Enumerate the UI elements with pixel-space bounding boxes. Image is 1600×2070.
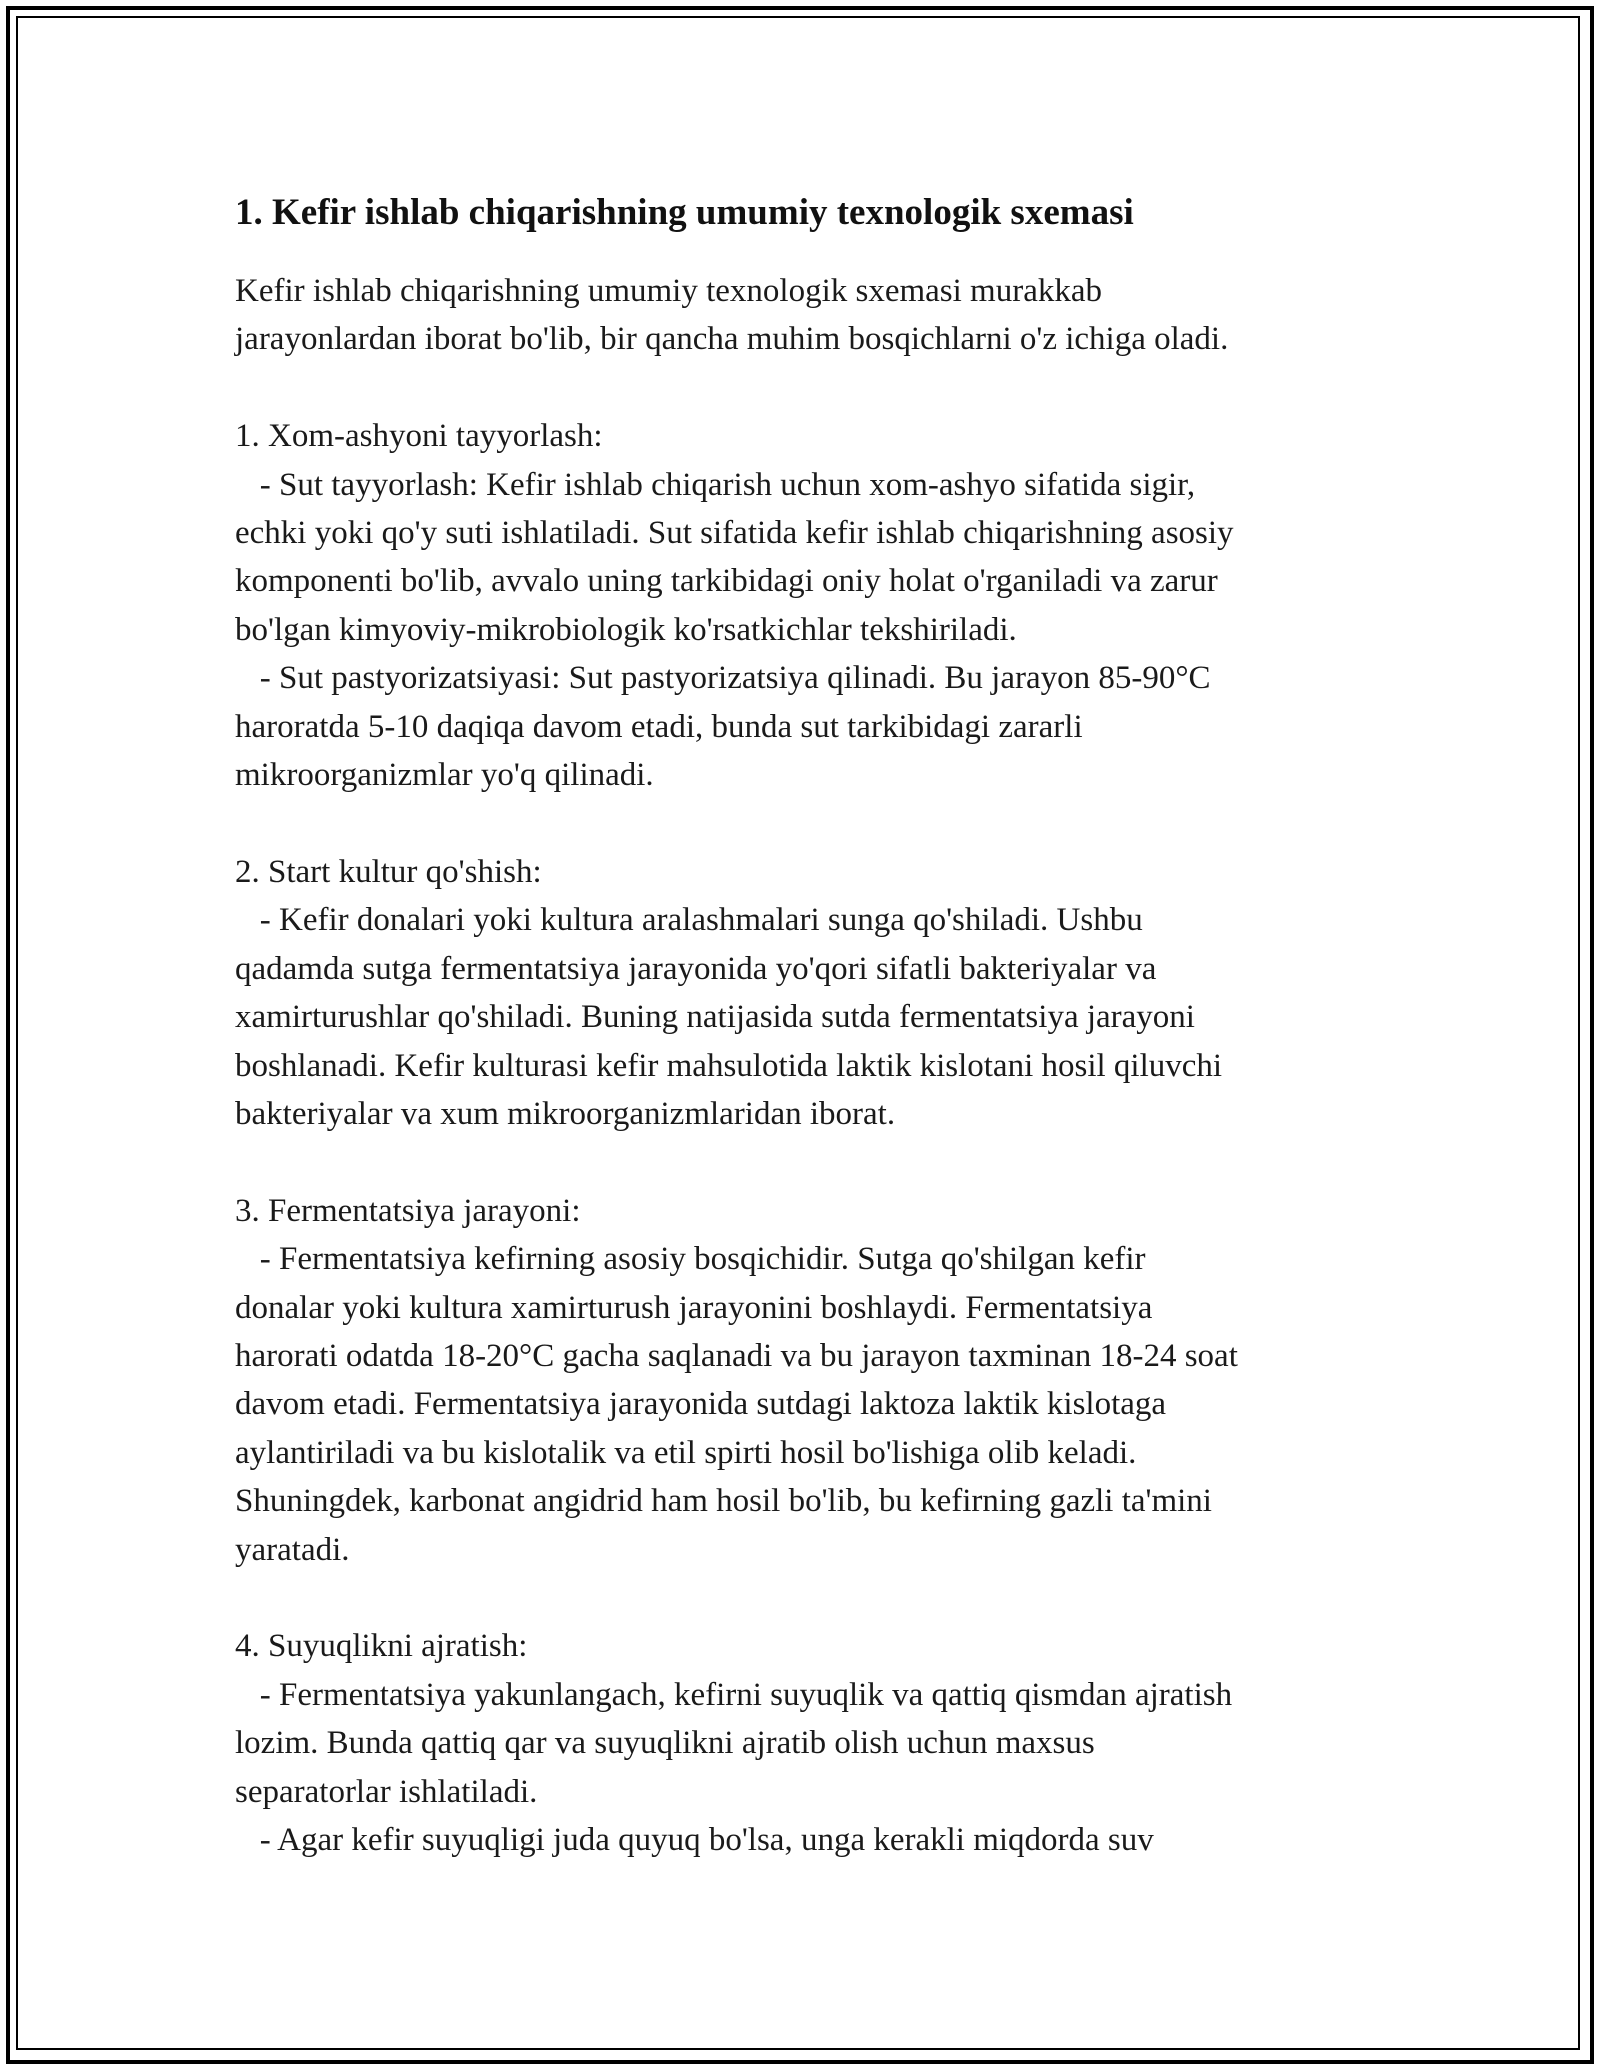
- text-line: [235, 364, 1375, 412]
- text-line: qadamda sutga fermentatsiya jarayonida yo'qori sifatli bakteriyalar va: [235, 950, 1157, 987]
- text-line: komponenti bo'lib, avvalo uning tarkibidagi oniy holat o'rganiladi va zarur: [235, 563, 1218, 600]
- text-line: haroratda 5-10 daqiqa davom etadi, bunda sut tarkibidagi zararli: [235, 708, 1083, 745]
- document-body: [235, 267, 1375, 1864]
- text-line: separatorlar ishlatiladi.: [235, 1773, 538, 1810]
- text-line: bo'lgan kimyoviy-mikrobiologik ko'rsatkichlar tekshiriladi.: [235, 611, 1017, 648]
- text-line: bakteriyalar va xum mikroorganizmlaridan iborat.: [235, 1095, 896, 1132]
- text-line: - Kefir donalari yoki kultura aralashmalari sunga qo'shiladi. Ushbu: [235, 902, 1143, 939]
- text-line: donalar yoki kultura xamirturush jarayonini boshlaydi. Fermentatsiya: [235, 1289, 1153, 1326]
- text-line: yaratadi.: [235, 1531, 350, 1568]
- text-line: xamirturushlar qo'shiladi. Buning natijasida sutda fermentatsiya jarayoni: [235, 999, 1195, 1036]
- text-line: - Sut tayyorlash: Kefir ishlab chiqarish uchun xom-ashyo sifatida sigir,: [235, 466, 1196, 503]
- text-line: - Sut pastyorizatsiyasi: Sut pastyorizatsiya qilinadi. Bu jarayon 85-90°C: [235, 660, 1211, 697]
- text-line: 3. Fermentatsiya jarayoni:: [235, 1192, 581, 1229]
- text-line: lozim. Bunda qattiq qar va suyuqlikni ajratib olish uchun maxsus: [235, 1725, 1095, 1762]
- text-line: 4. Suyuqlikni ajratish:: [235, 1628, 528, 1665]
- text-line: echki yoki qo'y suti ishlatiladi. Sut sifatida kefir ishlab chiqarishning asosiy: [235, 515, 1234, 552]
- text-line: - Agar kefir suyuqligi juda quyuq bo'lsa, unga kerakli miqdorda suv: [235, 1822, 1154, 1858]
- document-title: 1. Kefir ishlab chiqarishning umumiy texnologik sxemasi: [235, 192, 1134, 233]
- text-line: jarayonlardan iborat bo'lib, bir qancha muhim bosqichlarni o'z ichiga oladi.: [235, 321, 1229, 358]
- text-line: [235, 799, 1375, 847]
- text-line: davom etadi. Fermentatsiya jarayonida sutdagi laktoza laktik kislotaga: [235, 1386, 1167, 1423]
- text-line: 1. Xom-ashyoni tayyorlash:: [235, 418, 603, 455]
- text-line: harorati odatda 18-20°C gacha saqlanadi va bu jarayon taxminan 18-24 soat: [235, 1337, 1238, 1374]
- text-line: [235, 1138, 1375, 1186]
- text-line: Shuningdek, karbonat angidrid ham hosil bo'lib, bu kefirning gazli ta'mini: [235, 1483, 1212, 1520]
- document-page: [235, 186, 1375, 1864]
- text-line: boshlanadi. Kefir kulturasi kefir mahsulotida laktik kislotani hosil qiluvchi: [235, 1047, 1223, 1084]
- text-line: 2. Start kultur qo'shish:: [235, 853, 542, 890]
- text-line: aylantiriladi va bu kislotalik va etil spirti hosil bo'lishiga olib keladi.: [235, 1434, 1137, 1471]
- text-line: - Fermentatsiya yakunlangach, kefirni suyuqlik va qattiq qismdan ajratish: [235, 1676, 1233, 1713]
- text-line: Kefir ishlab chiqarishning umumiy texnologik sxemasi murakkab: [235, 273, 1103, 309]
- text-line: mikroorganizmlar yo'q qilinadi.: [235, 757, 654, 794]
- text-line: - Fermentatsiya kefirning asosiy bosqichidir. Sutga qo'shilgan kefir: [235, 1241, 1146, 1278]
- text-line: [235, 1574, 1375, 1622]
